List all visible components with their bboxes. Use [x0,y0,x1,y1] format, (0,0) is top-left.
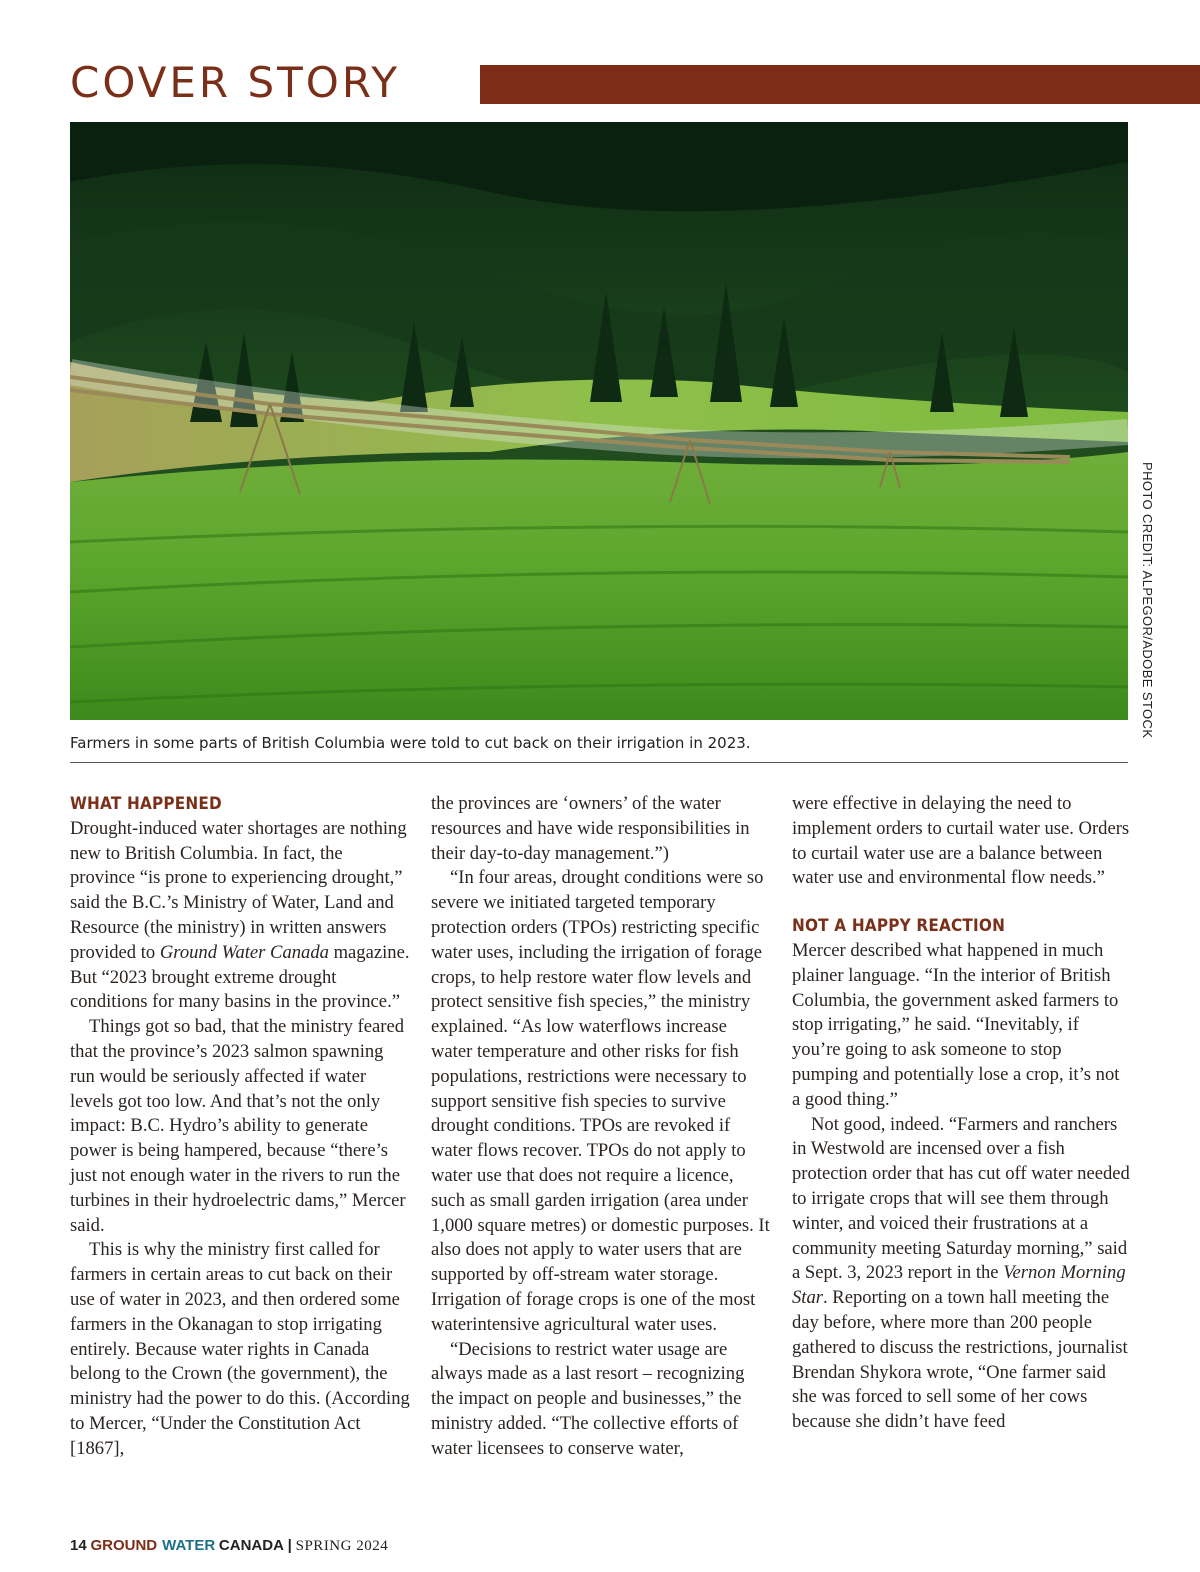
page-number: 14 [70,1537,87,1554]
paragraph: “In four areas, drought conditions were so severe we initiated targeted temporary protection orders (TPOs) restricting specific water uses, including the irrigation of forage crops, to help restore water flow levels and protect sensitive fish species,” the ministry explained. “As low waterflows increase water temperature and other risks for fish populations, restrictions were necessary to support sensitive fish species to survive drought conditions. TPOs are revoked if water flows recover. TPOs do not apply to water use that does not require a licence, such as small garden irrigation (area under 1,000 square metres) or domestic purposes. It also does not apply to water users that are supported by off-stream water storage. Irrigation of forage crops is one of the most waterintensive agricultural water uses. [431,867,770,1335]
paragraph: “Decisions to restrict water usage are always made as a last resort – recognizing the impact on people and businesses,” the ministry added. “The collective efforts of water licensees to conserve water, [431,1338,745,1459]
subheading-not-a-happy-reaction: NOT A HAPPY REACTION [792,916,1006,937]
paragraph: Drought-induced water shortages are nothing new to British Columbia. In fact, the province “is prone to experiencing drought,” said the B.C.’s Ministry of Water, Land and Resource (the ministry) in written answers provided to Ground Water Canada magazine. But “2023 brought extreme drought conditions for many basins in the province.” [70,817,410,1013]
footer-brand-ground: GROUND [90,1537,158,1554]
title-bar [480,65,1200,104]
paragraph: Not good, indeed. “Farmers and ranchers in Westwold are incensed over a fish protection order that has cut off water needed to irrigate crops that will see them through winter, and voiced their frustrations at a community meeting Saturday morning,” said a Sept. 3, 2023 report in the Vernon Morning Star. Reporting on a town hall meeting the day before, where more than 200 people gathered to discuss the restrictions, journalist Brendan Shykora wrote, “One farmer said she was forced to sell some of her cows because she didn’t have feed [792,1113,1130,1433]
caption-divider [70,762,1128,763]
paragraph: Mercer described what happened in much plainer language. “In the interior of British Columbia, the government asked farmers to stop irrigating,” he said. “Inevitably, if you’re going to ask someone to stop pumping and potentially lose a crop, it’s not a good thing.” [792,939,1120,1110]
paragraph: were effective in delaying the need to implement orders to curtail water use. Orders to curtail water use are a balance between water use and environmental flow needs.” [792,793,1130,889]
footer-brand-canada: CANADA [218,1537,284,1554]
subheading-what-happened: WHAT HAPPENED [70,794,222,814]
page-footer [70,1536,388,1556]
footer-issue: SPRING 2024 [295,1538,389,1554]
section-title: COVER STORY [70,58,400,107]
cover-photo [70,122,1128,720]
footer-brand-water: WATER [162,1537,216,1554]
photo-credit: PHOTO CREDIT: ALPEGOR/ADOBE STOCK [1140,462,1155,739]
article-column-3 [792,792,1132,1435]
article-column-2 [431,792,771,1462]
paragraph: This is why the ministry first called for farmers in certain areas to cut back on their use of water in 2023, and then ordered some farmers in the Okanagan to stop irrigating entirely. Because water rights in Canada belong to the Crown (the government), the ministry had the power to do this. (According to Mercer, “Under the Constitution Act [1867], [70,1239,410,1459]
footer-separator: | [287,1537,292,1554]
article-column-1 [70,792,410,1462]
paragraph: Things got so bad, that the ministry feared that the province’s 2023 salmon spawning run would be seriously affected if water levels got too low. And that’s not the only impact: B.C. Hydro’s ability to generate power is being hampered, because “there’s just not enough water in the rivers to run the turbines in their hydroelectric dams,” Mercer said. [70,1016,406,1236]
photo-caption: Farmers in some parts of British Columbia were told to cut back on their irrigation in 2023. [70,734,751,752]
paragraph: the provinces are ‘owners’ of the water resources and have wide responsibilities in their day-to-day management.”) [431,793,750,864]
